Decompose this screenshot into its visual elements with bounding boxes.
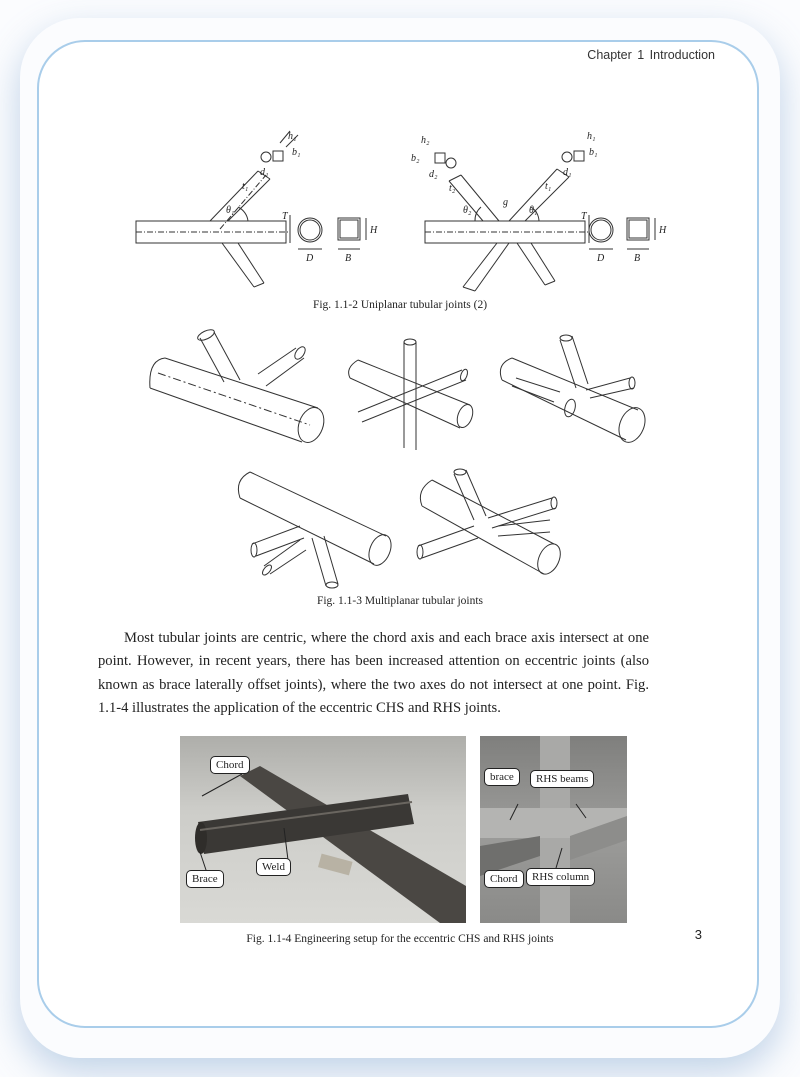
callout-weld: Weld (256, 858, 291, 876)
label-h1: h₁ (288, 131, 297, 142)
running-head: Chapter 1 Introduction (587, 48, 715, 62)
fig-1-1-3-caption: Fig. 1.1-3 Multiplanar tubular joints (316, 595, 484, 607)
photo-rhs-joint (480, 736, 627, 923)
label-t1-2: t₁ (545, 181, 552, 192)
label-H: H (370, 225, 378, 236)
page-number: 3 (694, 927, 702, 942)
photo-chs-joint (180, 736, 466, 923)
label-theta2: θ₂ (463, 205, 472, 216)
label-b2: b₂ (411, 153, 420, 164)
label-t2: t₂ (449, 183, 456, 194)
fig-1-1-2-right-drawing (405, 125, 675, 300)
label-d1-2: d₁ (563, 167, 572, 178)
fig-1-1-2-left-drawing (130, 125, 400, 300)
label-B: B (345, 253, 352, 264)
callout-rhs-beams: RHS beams (530, 770, 594, 788)
fig-1-1-4-caption: Fig. 1.1-4 Engineering setup for the eccentric CHS and RHS joints (246, 933, 554, 945)
label-T: T (282, 211, 288, 222)
callout-brace-rhs: brace (484, 768, 520, 786)
label-D-2: D (597, 253, 605, 264)
fig-1-1-3-drawings (140, 330, 660, 590)
callout-rhs-column: RHS column (526, 868, 595, 886)
label-g: g (503, 197, 508, 208)
label-b1: b₁ (292, 147, 301, 158)
callout-chord-rhs: Chord (484, 870, 524, 888)
label-t1: t₁ (242, 181, 249, 192)
label-T-2: T (581, 211, 587, 222)
fig-1-1-2-caption: Fig. 1.1-2 Uniplanar tubular joints (2) (312, 299, 488, 311)
callout-brace: Brace (186, 870, 224, 888)
label-H-2: H (659, 225, 667, 236)
label-h2: h₂ (421, 135, 430, 146)
label-theta1-2: θ₁ (529, 205, 538, 216)
label-d1: d₁ (260, 167, 269, 178)
label-h1-2: h₁ (587, 131, 596, 142)
body-paragraph: Most tubular joints are centric, where the chord axis and each brace axis intersect at one point. However, in recent years, there has been increased attention on eccentric joints (also known as brace laterally offset joints), where the two axes do not intersect at one point. Fig. 1.1-4 illustrates the application of the eccentric CHS and RHS joints. (98, 630, 649, 717)
label-d2: d₂ (429, 169, 438, 180)
label-theta1: θ₁ (226, 205, 235, 216)
label-B-2: B (634, 253, 641, 264)
callout-chord: Chord (210, 756, 250, 774)
label-D: D (306, 253, 314, 264)
label-b1-2: b₁ (589, 147, 598, 158)
